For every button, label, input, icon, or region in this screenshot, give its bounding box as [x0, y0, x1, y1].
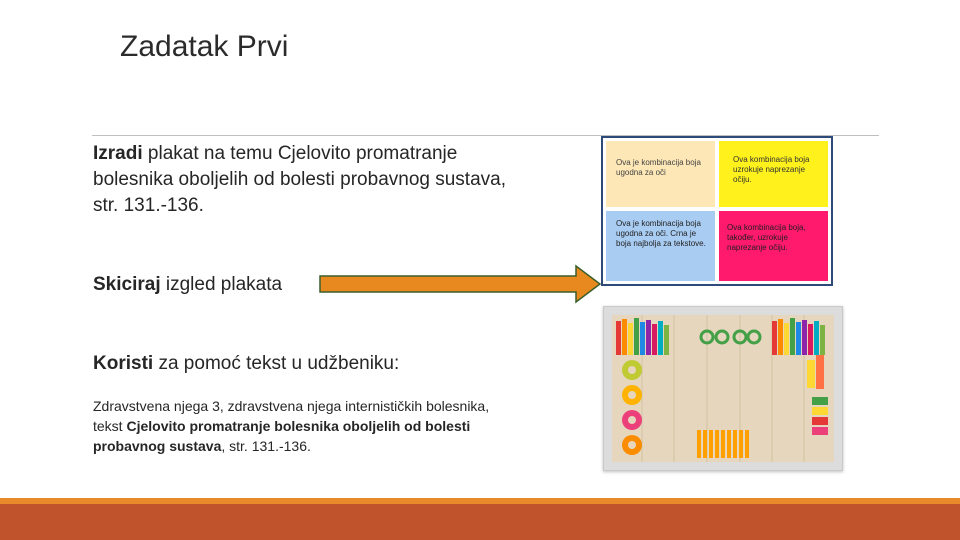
- task-paragraph-koristi: [93, 351, 399, 377]
- footer-bar: [0, 504, 960, 540]
- slide-title: Zadatak Prvi: [120, 30, 289, 63]
- keyword-koristi: Koristi: [93, 353, 154, 374]
- text-izradi: plakat na temu Cjelovito promatranje bolesnika oboljelih od bolesti probavnog sustava, str. 131.-136.: [93, 143, 506, 216]
- text-koristi: za pomoć tekst u udžbeniku:: [153, 353, 400, 374]
- textbook-reference: [93, 396, 503, 456]
- color-cell-blue: Ova je kombinacija boja ugodna za oči. Crna je boja najbolja za tekstove.: [606, 211, 715, 281]
- task-paragraph-izradi: [93, 141, 533, 219]
- task-paragraph-skiciraj: [93, 272, 282, 298]
- reference-text-2: , str. 131.-136.: [221, 438, 311, 454]
- school-supplies-image: [603, 306, 843, 471]
- right-arrow-icon: [318, 264, 603, 304]
- color-cell-yellow: Ova kombinacija boja uzrokuje naprezanje očiju.: [719, 141, 828, 207]
- keyword-skiciraj: Skiciraj: [93, 274, 161, 295]
- keyword-izradi: Izradi: [93, 143, 143, 164]
- color-cell-beige: Ova je kombinacija boja ugodna za oči: [606, 141, 715, 207]
- color-cell-pink: Ova kombinacija boja, također, uzrokuje naprezanje očiju.: [719, 211, 828, 281]
- school-supplies-photo: [612, 315, 834, 462]
- stationery-illustration: [612, 315, 834, 462]
- color-combination-poster: [601, 136, 833, 286]
- reference-topic: Cjelovito promatranje bolesnika oboljelih od bolesti probavnog sustava: [93, 418, 471, 454]
- reference-text-1: Zdravstvena njega 3, zdravstvena njega internističkih bolesnika, tekst: [93, 398, 490, 434]
- text-skiciraj: izgled plakata: [160, 274, 283, 295]
